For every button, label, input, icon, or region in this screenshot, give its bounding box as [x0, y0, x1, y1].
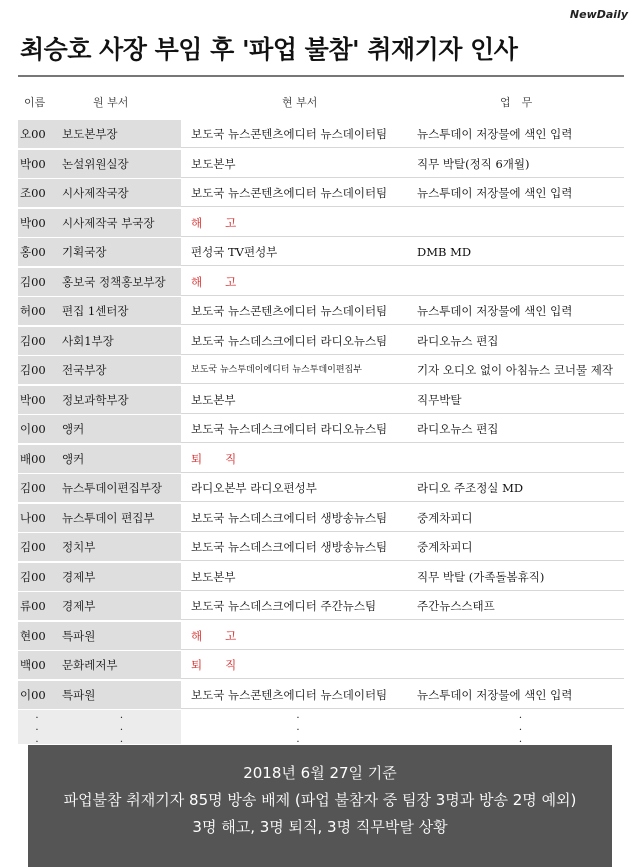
table-row	[18, 150, 624, 178]
name-cell: 김00	[18, 474, 54, 502]
work-cell: 뉴스투데이 저장물에 색인 입력	[405, 681, 624, 709]
table-row	[18, 238, 624, 266]
name-cell: 나00	[18, 504, 54, 532]
current-dept-cell: 보도본부	[181, 386, 405, 414]
original-dept-cell: 앵커	[54, 415, 181, 443]
work-cell: 직무 박탈(정직 6개월)	[405, 150, 624, 178]
work-cell: 주간뉴스스태프	[405, 592, 624, 620]
table-row	[18, 445, 624, 473]
current-dept-cell: 해 고	[181, 268, 405, 296]
current-dept-cell: 편성국 TV편성부	[181, 238, 405, 266]
name-cell: 박00	[18, 150, 54, 178]
current-dept-cell: 보도본부	[181, 150, 405, 178]
name-cell: 현00	[18, 622, 54, 650]
current-dept-cell: 보도국 뉴스투데이에디터 뉴스투데이편집부	[181, 356, 405, 384]
ellipsis-cell: . . .	[18, 710, 54, 744]
work-cell: 기자 오디오 없이 아침뉴스 코너물 제작	[405, 356, 624, 384]
table-row	[18, 415, 624, 443]
summary-line-3: 3명 해고, 3명 퇴직, 3명 직무박탈 상황	[192, 818, 448, 836]
current-dept-cell: 보도국 뉴스데스크에디터 라디오뉴스팀	[181, 327, 405, 355]
original-dept-cell: 뉴스투데이편집부장	[54, 474, 181, 502]
current-dept-cell: 보도국 뉴스데스크에디터 주간뉴스팀	[181, 592, 405, 620]
current-dept-cell: 보도국 뉴스콘텐츠에디터 뉴스데이터팀	[181, 297, 405, 325]
original-dept-cell: 특파원	[54, 681, 181, 709]
name-cell: 오00	[18, 120, 54, 148]
current-dept-cell: 라디오본부 라디오편성부	[181, 474, 405, 502]
work-cell: 뉴스투데이 저장물에 색인 입력	[405, 179, 624, 207]
table-row	[18, 563, 624, 591]
original-dept-cell: 편집 1센터장	[54, 297, 181, 325]
work-cell: 라디오뉴스 편집	[405, 415, 624, 443]
table-row	[18, 327, 624, 355]
current-dept-cell: 퇴 직	[181, 651, 405, 679]
work-cell	[405, 445, 624, 473]
original-dept-cell: 논설위원실장	[54, 150, 181, 178]
work-cell: 중계차피디	[405, 504, 624, 532]
work-cell	[405, 209, 624, 237]
original-dept-cell: 기획국장	[54, 238, 181, 266]
table-row	[18, 622, 624, 650]
header-original-dept: 원 부서	[93, 96, 129, 109]
current-dept-cell: 보도국 뉴스데스크에디터 생방송뉴스팀	[181, 504, 405, 532]
work-cell: 뉴스투데이 저장물에 색인 입력	[405, 120, 624, 148]
work-cell: 라디오 주조정실 MD	[405, 474, 624, 502]
table-row	[18, 474, 624, 502]
table-row	[18, 209, 624, 237]
table-row	[18, 356, 624, 384]
original-dept-cell: 사회1부장	[54, 327, 181, 355]
work-cell	[405, 651, 624, 679]
brand-logo: NewDaily	[569, 8, 628, 21]
work-cell: 직무박탈	[405, 386, 624, 414]
table-header	[18, 90, 624, 112]
table-row	[18, 297, 624, 325]
name-cell: 김00	[18, 356, 54, 384]
current-dept-cell: 보도국 뉴스콘텐츠에디터 뉴스데이터팀	[181, 681, 405, 709]
table-row	[18, 651, 624, 679]
work-cell: 직무 박탈 (가족돌봄휴직)	[405, 563, 624, 591]
name-cell: 허00	[18, 297, 54, 325]
original-dept-cell: 정보과학부장	[54, 386, 181, 414]
original-dept-cell: 시사제작국 부국장	[54, 209, 181, 237]
current-dept-cell: 보도국 뉴스데스크에디터 라디오뉴스팀	[181, 415, 405, 443]
summary-date: 2018년 6월 27일 기준	[243, 764, 397, 782]
title-divider	[18, 75, 624, 77]
summary-line-2: 파업불참 취재기자 85명 방송 배제 (파업 불참자 중 팀장 3명과 방송 2명 예외)	[63, 791, 577, 809]
work-cell	[405, 268, 624, 296]
table-row	[18, 268, 624, 296]
work-cell: DMB MD	[405, 238, 624, 266]
ellipsis-row	[18, 710, 624, 744]
ellipsis-cell: . . .	[181, 710, 405, 744]
current-dept-cell: 보도국 뉴스콘텐츠에디터 뉴스데이터팀	[181, 179, 405, 207]
original-dept-cell: 뉴스투데이 편집부	[54, 504, 181, 532]
original-dept-cell: 문화레저부	[54, 651, 181, 679]
name-cell: 백00	[18, 651, 54, 679]
original-dept-cell: 전국부장	[54, 356, 181, 384]
original-dept-cell: 보도본부장	[54, 120, 181, 148]
name-cell: 김00	[18, 327, 54, 355]
name-cell: 이00	[18, 681, 54, 709]
header-name: 이름	[24, 96, 46, 109]
current-dept-cell: 보도본부	[181, 563, 405, 591]
personnel-table	[18, 120, 624, 744]
name-cell: 이00	[18, 415, 54, 443]
name-cell: 박00	[18, 386, 54, 414]
original-dept-cell: 경제부	[54, 563, 181, 591]
work-cell: 중계차피디	[405, 533, 624, 561]
original-dept-cell: 경제부	[54, 592, 181, 620]
ellipsis-cell: . . .	[405, 710, 624, 744]
table-row	[18, 681, 624, 709]
original-dept-cell: 시사제작국장	[54, 179, 181, 207]
current-dept-cell: 보도국 뉴스콘텐츠에디터 뉴스데이터팀	[181, 120, 405, 148]
page-title: 최승호 사장 부임 후 '파업 불참' 취재기자 인사	[20, 35, 518, 64]
table-row	[18, 120, 624, 148]
summary-box	[28, 745, 612, 867]
current-dept-cell: 해 고	[181, 622, 405, 650]
name-cell: 김00	[18, 563, 54, 591]
work-cell	[405, 622, 624, 650]
name-cell: 배00	[18, 445, 54, 473]
current-dept-cell: 해 고	[181, 209, 405, 237]
name-cell: 박00	[18, 209, 54, 237]
original-dept-cell: 홍보국 정책홍보부장	[54, 268, 181, 296]
current-dept-cell: 보도국 뉴스데스크에디터 생방송뉴스팀	[181, 533, 405, 561]
table-row	[18, 504, 624, 532]
original-dept-cell: 정치부	[54, 533, 181, 561]
table-row	[18, 386, 624, 414]
work-cell: 뉴스투데이 저장물에 색인 입력	[405, 297, 624, 325]
original-dept-cell: 특파원	[54, 622, 181, 650]
table-row	[18, 179, 624, 207]
name-cell: 류00	[18, 592, 54, 620]
header-work: 업 무	[500, 96, 533, 109]
name-cell: 홍00	[18, 238, 54, 266]
header-current-dept: 현 부서	[282, 96, 318, 109]
current-dept-cell: 퇴 직	[181, 445, 405, 473]
name-cell: 김00	[18, 533, 54, 561]
table-row	[18, 592, 624, 620]
name-cell: 조00	[18, 179, 54, 207]
table-row	[18, 533, 624, 561]
work-cell: 라디오뉴스 편집	[405, 327, 624, 355]
ellipsis-cell: . . .	[54, 710, 181, 744]
name-cell: 김00	[18, 268, 54, 296]
original-dept-cell: 앵커	[54, 445, 181, 473]
